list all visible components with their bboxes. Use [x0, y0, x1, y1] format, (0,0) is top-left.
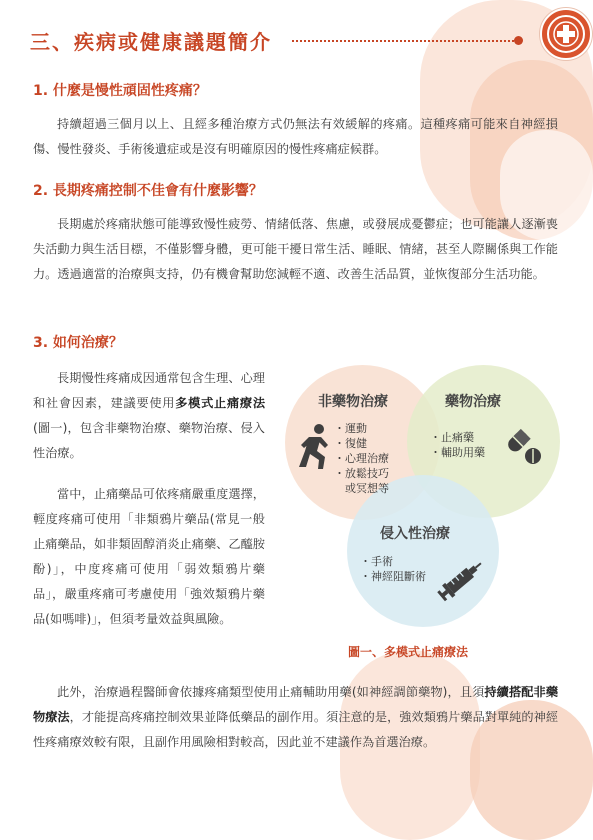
multimodal-therapy-term: 多模式止痛療法	[175, 396, 266, 410]
multimodal-therapy-diagram	[280, 365, 580, 635]
invasive-title: 侵入性治療	[380, 526, 450, 542]
invasive-list	[360, 554, 426, 584]
non-drug-item: 或冥想等	[334, 482, 389, 495]
drug-item: ・止痛藥	[430, 431, 474, 444]
section-1-body: 持續超過三個月以上、且經多種治療方式仍無法有效緩解的疼痛。這種疼痛可能來自神經損傷、慢性發炎、手術後遺症或是沒有明確原因的慢性疼痛症候群。	[33, 117, 558, 156]
pills-icon	[502, 425, 542, 465]
title-divider-dot	[514, 36, 523, 45]
drug-title: 藥物治療	[445, 394, 501, 410]
non-drug-item: ・心理治療	[334, 452, 389, 465]
section-3-paragraph-1-text-b: (圖一)，包含非藥物治療、藥物治療、侵入性治療。	[33, 421, 265, 460]
invasive-item: ・手術	[360, 555, 393, 568]
title-divider	[292, 40, 518, 42]
page-title: 三、疾病或健康議題簡介	[30, 30, 272, 54]
closing-text-b: ，才能提高疼痛控制效果並降低藥品的副作用。須注意的是，強效類鴉片藥品對單純的神經性疼痛療效較有限，且副作用風險相對較高，因此並不建議作為首選治療。	[33, 710, 559, 749]
non-drug-title: 非藥物治療	[318, 394, 388, 410]
continue-non-drug-term: 持續搭配非藥物療法	[33, 685, 559, 724]
non-drug-list	[334, 421, 389, 496]
section-3-paragraph-2: 當中，止痛藥品可依疼痛嚴重度選擇，輕度疼痛可使用「非類鴉片藥品(常見一般止痛藥品，如非類固醇消炎止痛藥、乙醯胺酚)」，中度疼痛可使用「弱效類鴉片藥品」，嚴重疼痛可考慮使用「強效類鴉片藥品(如嗎啡)」，但須考量效益與風險。	[33, 487, 265, 626]
drug-item: ・輔助用藥	[430, 446, 485, 459]
section-3-heading: 3. 如何治療？	[33, 335, 123, 351]
section-3-paragraph-1-text-a: 長期慢性疼痛成因通常包含生理、心理和社會因素，建議要使用	[33, 371, 265, 410]
drug-list	[430, 430, 485, 460]
syringe-icon	[435, 555, 487, 605]
section-1-heading: 1. 什麼是慢性頑固性疼痛？	[33, 83, 207, 99]
closing-paragraph	[33, 680, 558, 755]
figure-caption: 圖一、多模式止痛療法	[348, 645, 469, 659]
section-2-heading: 2. 長期疼痛控制不佳會有什麼影響？	[33, 183, 263, 199]
non-drug-item: ・運動	[334, 422, 367, 435]
hospital-logo	[540, 8, 592, 60]
section-2-body: 長期處於疼痛狀態可能導致慢性疲勞、情緒低落、焦慮，或發展成憂鬱症；也可能讓人逐漸喪失活動力與生活目標，不僅影響身體，更可能干擾日常生活、睡眠、情緒，甚至人際關係與工作能力。透過適當的治療與支持，仍有機會幫助您減輕不適、改善生活品質，並恢復部分生活功能。	[33, 217, 558, 281]
closing-text-a: 此外，治療過程醫師會依據疼痛類型使用止痛輔助用藥(如神經調節藥物)，且須	[57, 685, 485, 699]
non-drug-item: ・復健	[334, 437, 367, 450]
section-3-paragraph-1	[33, 366, 265, 466]
invasive-item: ・神經阻斷術	[360, 570, 426, 583]
non-drug-item: ・放鬆技巧	[334, 467, 389, 480]
running-person-icon	[295, 423, 333, 471]
